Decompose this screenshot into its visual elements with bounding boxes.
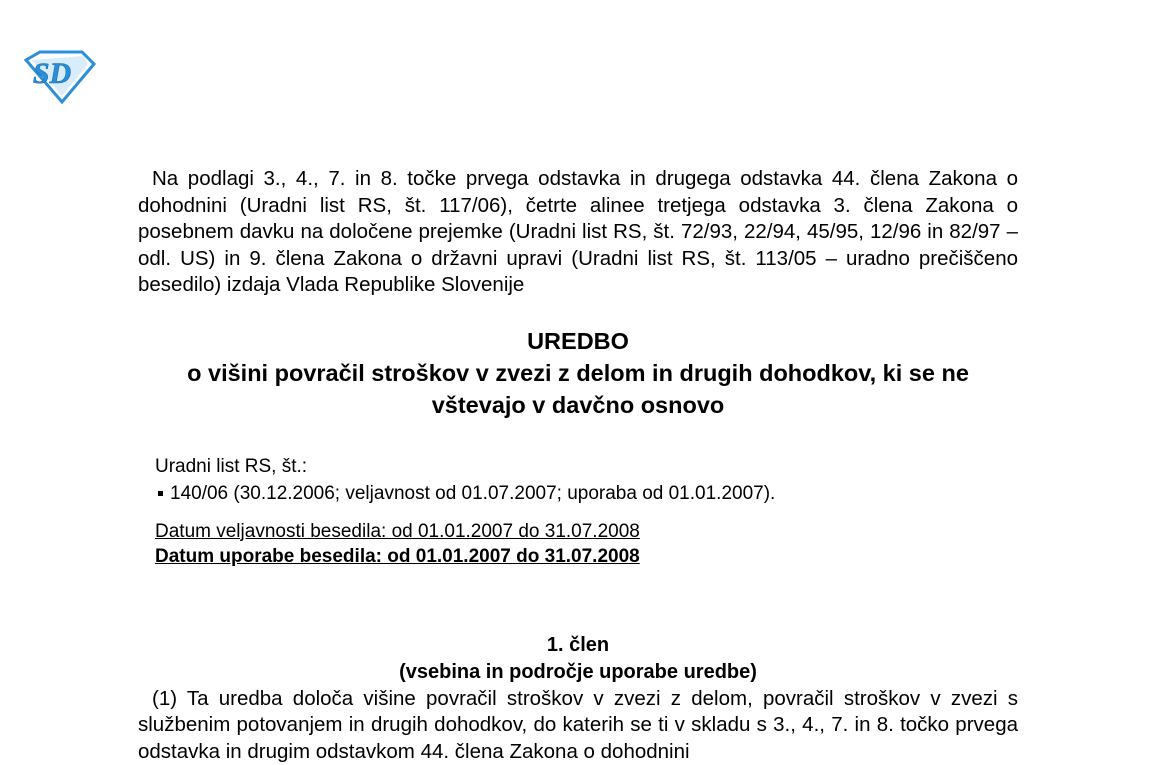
document-subtitle: o višini povračil stroškov v zvezi z delom in drugih dohodkov, ki se ne vštevajo v davčno osnovo [178,357,978,421]
intro-paragraph [138,166,1018,299]
gazette-item-text: 140/06 (30.12.2006; veljavnost od 01.07.2007; uporaba od 01.01.2007). [170,480,775,507]
gazette-item [155,480,1018,507]
article-heading: (vsebina in področje uporabe uredbe) [138,659,1018,686]
application-date: Datum uporabe besedila: od 01.01.2007 do 31.07.2008 [155,546,640,567]
bullet-icon [158,491,163,496]
intro-line: list RS, št. 113/05 – uradno prečiščeno besedilo) izdaja Vlada Republike Slovenije [138,247,1018,297]
svg-text:SD: SD [33,57,71,90]
sd-shield-logo-icon [22,50,96,104]
gazette-label: Uradni list RS, št.: [155,453,1018,480]
document-title: UREDBO [138,325,1018,357]
article-line: zvezi s službenim potovanjem in drugih dohodkov, do katerih se ti v skladu s 3., 4., 7. [138,687,1018,737]
article-number: 1. člen [138,632,1018,659]
gazette-reference [155,453,1018,507]
intro-line: Na podlagi 3., 4., 7. in 8. točke prvega odstavka in drugega odstavka 44. člena [152,167,919,190]
intro-line: Zakona o dohodnini (Uradni list RS, št. 117/06), četrte alinee tretjega odstavka 3. [138,167,1018,217]
article-line: in 8. točko prvega odstavka in drugim odstavkom 44. člena Zakona o dohodnini [138,713,1018,763]
document-body [138,166,1018,765]
article-paragraph [138,686,1018,765]
intro-line: 22/94, 45/95, 12/96 in 82/97 – odl. US) in 9. člena Zakona o državni upravi (Uradni [138,220,1018,270]
text-dates [155,519,1018,569]
intro-line: člena Zakona o posebnem davku na določene prejemke (Uradni list RS, št. 72/93, [138,194,1018,244]
article-line: (1) Ta uredba določa višine povračil stroškov v zvezi z delom, povračil stroškov v [152,687,941,710]
validity-date: Datum veljavnosti besedila: od 01.01.2007 do 31.07.2008 [155,521,640,542]
